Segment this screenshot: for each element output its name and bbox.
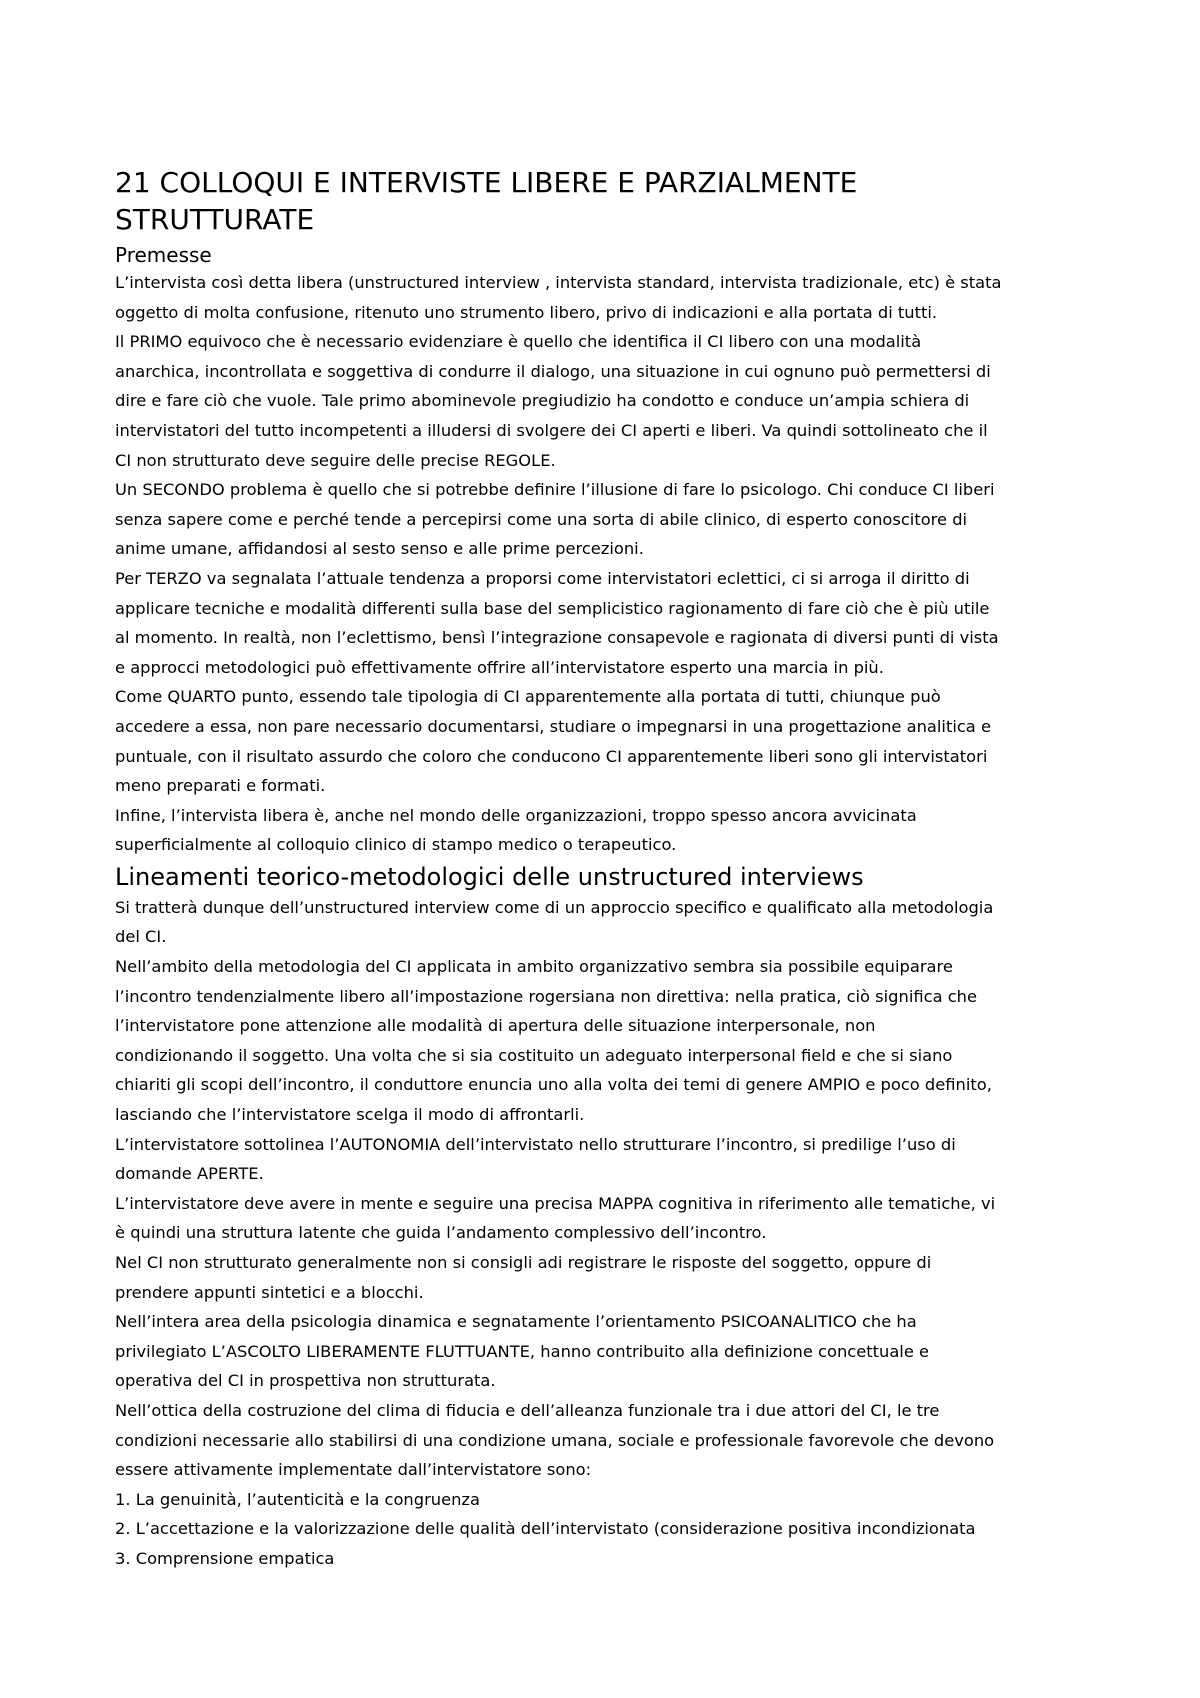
text-line: Nell’ottica della costruzione del clima di fiducia e dell’alleanza funzionale tra i due attori del CI, le tre	[115, 1400, 940, 1420]
document-title	[115, 164, 1115, 238]
section-lineamenti-body	[115, 893, 1115, 1485]
text-line: L’intervistatore deve avere in mente e seguire una precisa MAPPA cognitiva in riferimento alle tematiche, vi	[115, 1193, 996, 1213]
text-line: Nell’ambito della metodologia del CI applicata in ambito organizzativo sembra sia possibile equiparare	[115, 957, 953, 977]
text-line: condizionando il soggetto. Una volta che si sia costituito un adeguato interpersonal field e che si siano	[115, 1045, 953, 1065]
text-line: Si tratterà dunque dell’unstructured interview come di un approccio specifico e qualificato alla metodologia	[115, 897, 994, 917]
text-line: lasciando che l’intervistatore scelga il modo di affrontarli.	[115, 1105, 585, 1125]
list-item: 3. Comprensione empatica	[115, 1548, 335, 1568]
text-line: prendere appunti sintetici e a blocchi.	[115, 1282, 424, 1302]
text-line: intervistatori del tutto incompetenti a illudersi di svolgere dei CI aperti e liberi. Va quindi sottolineato che il	[115, 420, 988, 440]
text-line: Infine, l’intervista libera è, anche nel mondo delle organizzazioni, troppo spesso ancora avvicinata	[115, 805, 917, 825]
text-line: puntuale, con il risultato assurdo che coloro che conducono CI apparentemente liberi sono gli intervistatori	[115, 746, 988, 766]
text-line: operativa del CI in prospettiva non strutturata.	[115, 1371, 496, 1391]
section-heading-lineamenti: Lineamenti teorico-metodologici delle unstructured interviews	[115, 862, 864, 891]
text-line: accedere a essa, non pare necessario documentarsi, studiare o impegnarsi in una progettazione analitica e	[115, 716, 991, 736]
text-line: dire e fare ciò che vuole. Tale primo abominevole pregiudizio ha condotto e conduce un’ampia schiera di	[115, 391, 970, 411]
text-line: e approcci metodologici può effettivamente offrire all’intervistatore esperto una marcia in più.	[115, 657, 884, 677]
section-heading-premesse: Premesse	[115, 243, 212, 267]
text-line: senza sapere come e perché tende a percepirsi come una sorta di abile clinico, di esperto conoscitore di	[115, 509, 968, 529]
text-line: anime umane, affidandosi al sesto senso e alle prime percezioni.	[115, 539, 644, 559]
text-line: l’incontro tendenzialmente libero all’impostazione rogersiana non direttiva: nella pratica, ciò significa che	[115, 986, 978, 1006]
section-premesse-body	[115, 268, 1115, 860]
text-line: domande APERTE.	[115, 1164, 264, 1184]
text-line: Il PRIMO equivoco che è necessario evidenziare è quello che identifica il CI libero con una modalità	[115, 332, 922, 352]
list-item: 2. L’accettazione e la valorizzazione delle qualità dell’intervistato (considerazione positiva incondizionata	[115, 1519, 976, 1539]
text-line: Nell’intera area della psicologia dinamica e segnatamente l’orientamento PSICOANALITICO che ha	[115, 1312, 917, 1332]
text-line: Un SECONDO problema è quello che si potrebbe definire l’illusione di fare lo psicologo. Chi conduce CI liberi	[115, 480, 995, 500]
text-line: anarchica, incontrollata e soggettiva di condurre il dialogo, una situazione in cui ognuno può permettersi di	[115, 361, 991, 381]
numbered-list	[115, 1485, 1115, 1574]
text-line: del CI.	[115, 927, 167, 947]
text-line: al momento. In realtà, non l’eclettismo, bensì l’integrazione consapevole e ragionata di diversi punti di vista	[115, 628, 999, 648]
text-line: L’intervistatore sottolinea l’AUTONOMIA dell’intervistato nello strutturare l’incontro, si predilige l’uso di	[115, 1134, 956, 1154]
text-line: condizioni necessarie allo stabilirsi di una condizione umana, sociale e professionale favorevole che devono	[115, 1430, 995, 1450]
title-line: STRUTTURATE	[115, 203, 315, 236]
text-line: Per TERZO va segnalata l’attuale tendenza a proporsi come intervistatori eclettici, ci si arroga il diritto di	[115, 568, 970, 588]
text-line: l’intervistatore pone attenzione alle modalità di apertura delle situazione interpersonale, non	[115, 1016, 876, 1036]
text-line: L’intervista così detta libera (unstructured interview , intervista standard, intervista tradizionale, etc) è stata	[115, 273, 1002, 292]
document-page	[115, 164, 1115, 1574]
list-item: 1. La genuinità, l’autenticità e la congruenza	[115, 1489, 480, 1509]
title-line: 21 COLLOQUI E INTERVISTE LIBERE E PARZIALMENTE	[115, 166, 858, 199]
text-line: oggetto di molta confusione, ritenuto uno strumento libero, privo di indicazioni e alla portata di tutti.	[115, 302, 938, 322]
text-line: Come QUARTO punto, essendo tale tipologia di CI apparentemente alla portata di tutti, chiunque può	[115, 687, 941, 707]
text-line: privilegiato L’ASCOLTO LIBERAMENTE FLUTTUANTE, hanno contribuito alla definizione concettuale e	[115, 1341, 930, 1361]
text-line: CI non strutturato deve seguire delle precise REGOLE.	[115, 450, 556, 470]
text-line: essere attivamente implementate dall’intervistatore sono:	[115, 1460, 592, 1480]
text-line: chiariti gli scopi dell’incontro, il conduttore enuncia uno alla volta dei temi di genere AMPIO e poco definito,	[115, 1075, 992, 1095]
text-line: meno preparati e formati.	[115, 776, 326, 796]
text-line: Nel CI non strutturato generalmente non si consigli adi registrare le risposte del soggetto, oppure di	[115, 1253, 932, 1272]
text-line: è quindi una struttura latente che guida l’andamento complessivo dell’incontro.	[115, 1223, 767, 1243]
text-line: applicare tecniche e modalità differenti sulla base del semplicistico ragionamento di fare ciò che è più utile	[115, 598, 990, 618]
text-line: superficialmente al colloquio clinico di stampo medico o terapeutico.	[115, 835, 677, 855]
